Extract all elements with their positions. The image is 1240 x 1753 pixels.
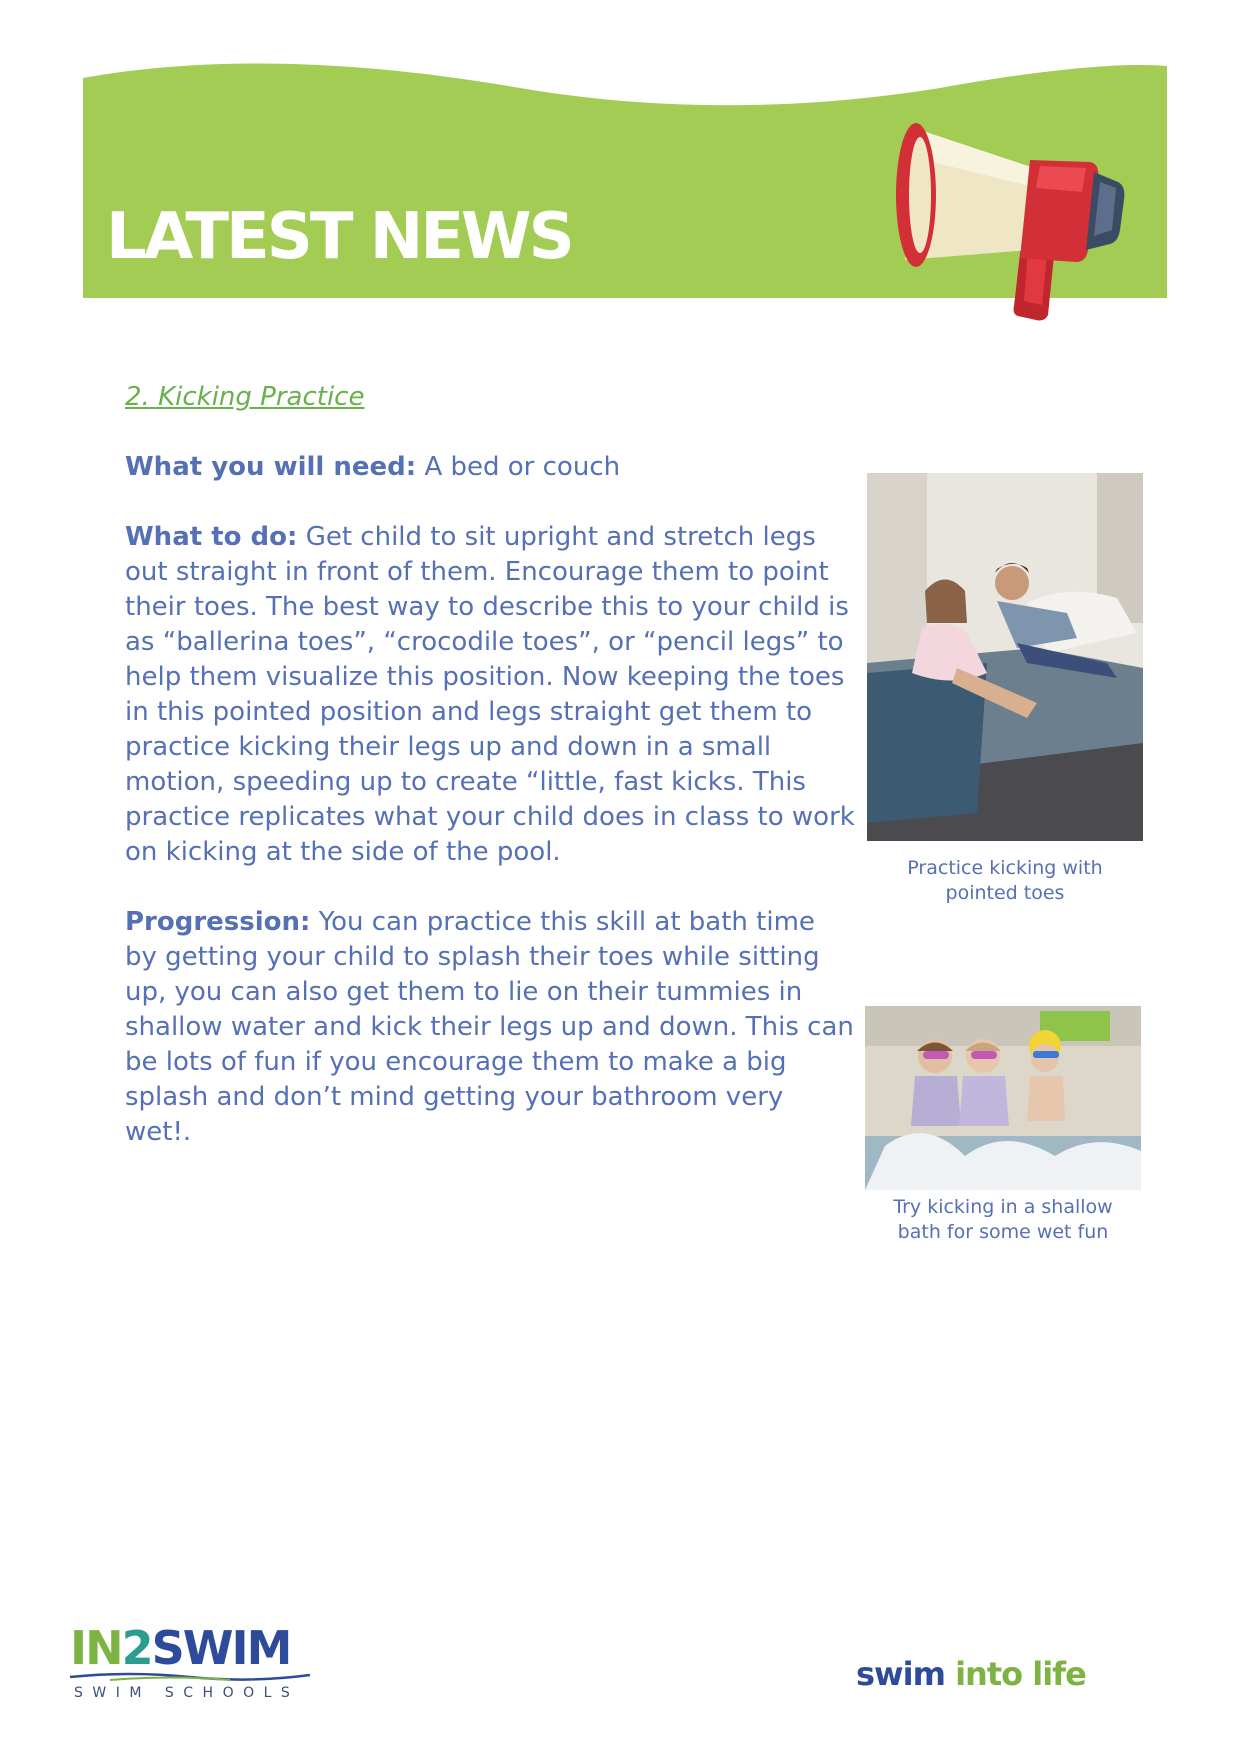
- pool-photo-caption: [865, 1195, 1141, 1245]
- article-body: [125, 380, 855, 1185]
- progression-label: Progression:: [125, 907, 311, 937]
- photo-kicking-on-bed: [867, 473, 1143, 841]
- footer-tagline: [856, 1655, 1086, 1693]
- megaphone-icon: [890, 100, 1140, 330]
- what-to-do-label: What to do:: [125, 522, 298, 552]
- logo-wordmark: [70, 1621, 291, 1675]
- what-to-do-paragraph: [125, 520, 855, 870]
- pool-caption-line-1: Try kicking in a shallow: [893, 1196, 1113, 1218]
- section-heading: 2. Kicking Practice: [125, 382, 365, 412]
- logo-two: 2: [121, 1621, 152, 1675]
- tagline-into-life: into life: [955, 1655, 1086, 1693]
- in2swim-logo: [70, 1621, 320, 1705]
- what-to-do-text: Get child to sit upright and stretch legs out straight in front of them. Encourage them to point their toes. The best way to describe this to your child is as “ballerina toes”, “crocodile toes”, or “pencil legs” to help them visualize this position. Now keeping the toes in this pointed position and legs straight get them to practice kicking their legs up and down in a small motion, speeding up to create “little, fast kicks. This practice replicates what your child does in class to work on kicking at the side of the pool.: [125, 522, 855, 867]
- bed-photo-caption: [867, 856, 1143, 906]
- logo-in: IN: [70, 1621, 122, 1675]
- banner-title: LATEST NEWS: [106, 200, 572, 274]
- photo-kicking-in-pool: [865, 1006, 1141, 1190]
- tagline-swim: swim: [856, 1655, 956, 1693]
- logo-swim: SWIM: [151, 1621, 291, 1675]
- logo-subtitle: SWIM SCHOOLS: [74, 1685, 300, 1701]
- progression-paragraph: [125, 905, 855, 1150]
- what-you-need-text: A bed or couch: [416, 452, 621, 482]
- bed-caption-line-2: pointed toes: [945, 882, 1065, 904]
- what-you-need-paragraph: [125, 450, 855, 485]
- bed-caption-line-1: Practice kicking with: [907, 857, 1103, 879]
- what-you-need-label: What you will need:: [125, 452, 417, 482]
- pool-caption-line-2: bath for some wet fun: [897, 1221, 1109, 1243]
- logo-wave-icon: [70, 1669, 310, 1683]
- progression-text: You can practice this skill at bath time by getting your child to splash their toes while sitting up, you can also get them to lie on their tummies in shallow water and kick their legs up and down. This can be lots of fun if you encourage them to make a big splash and don’t mind getting your bathroom very wet!.: [125, 907, 854, 1147]
